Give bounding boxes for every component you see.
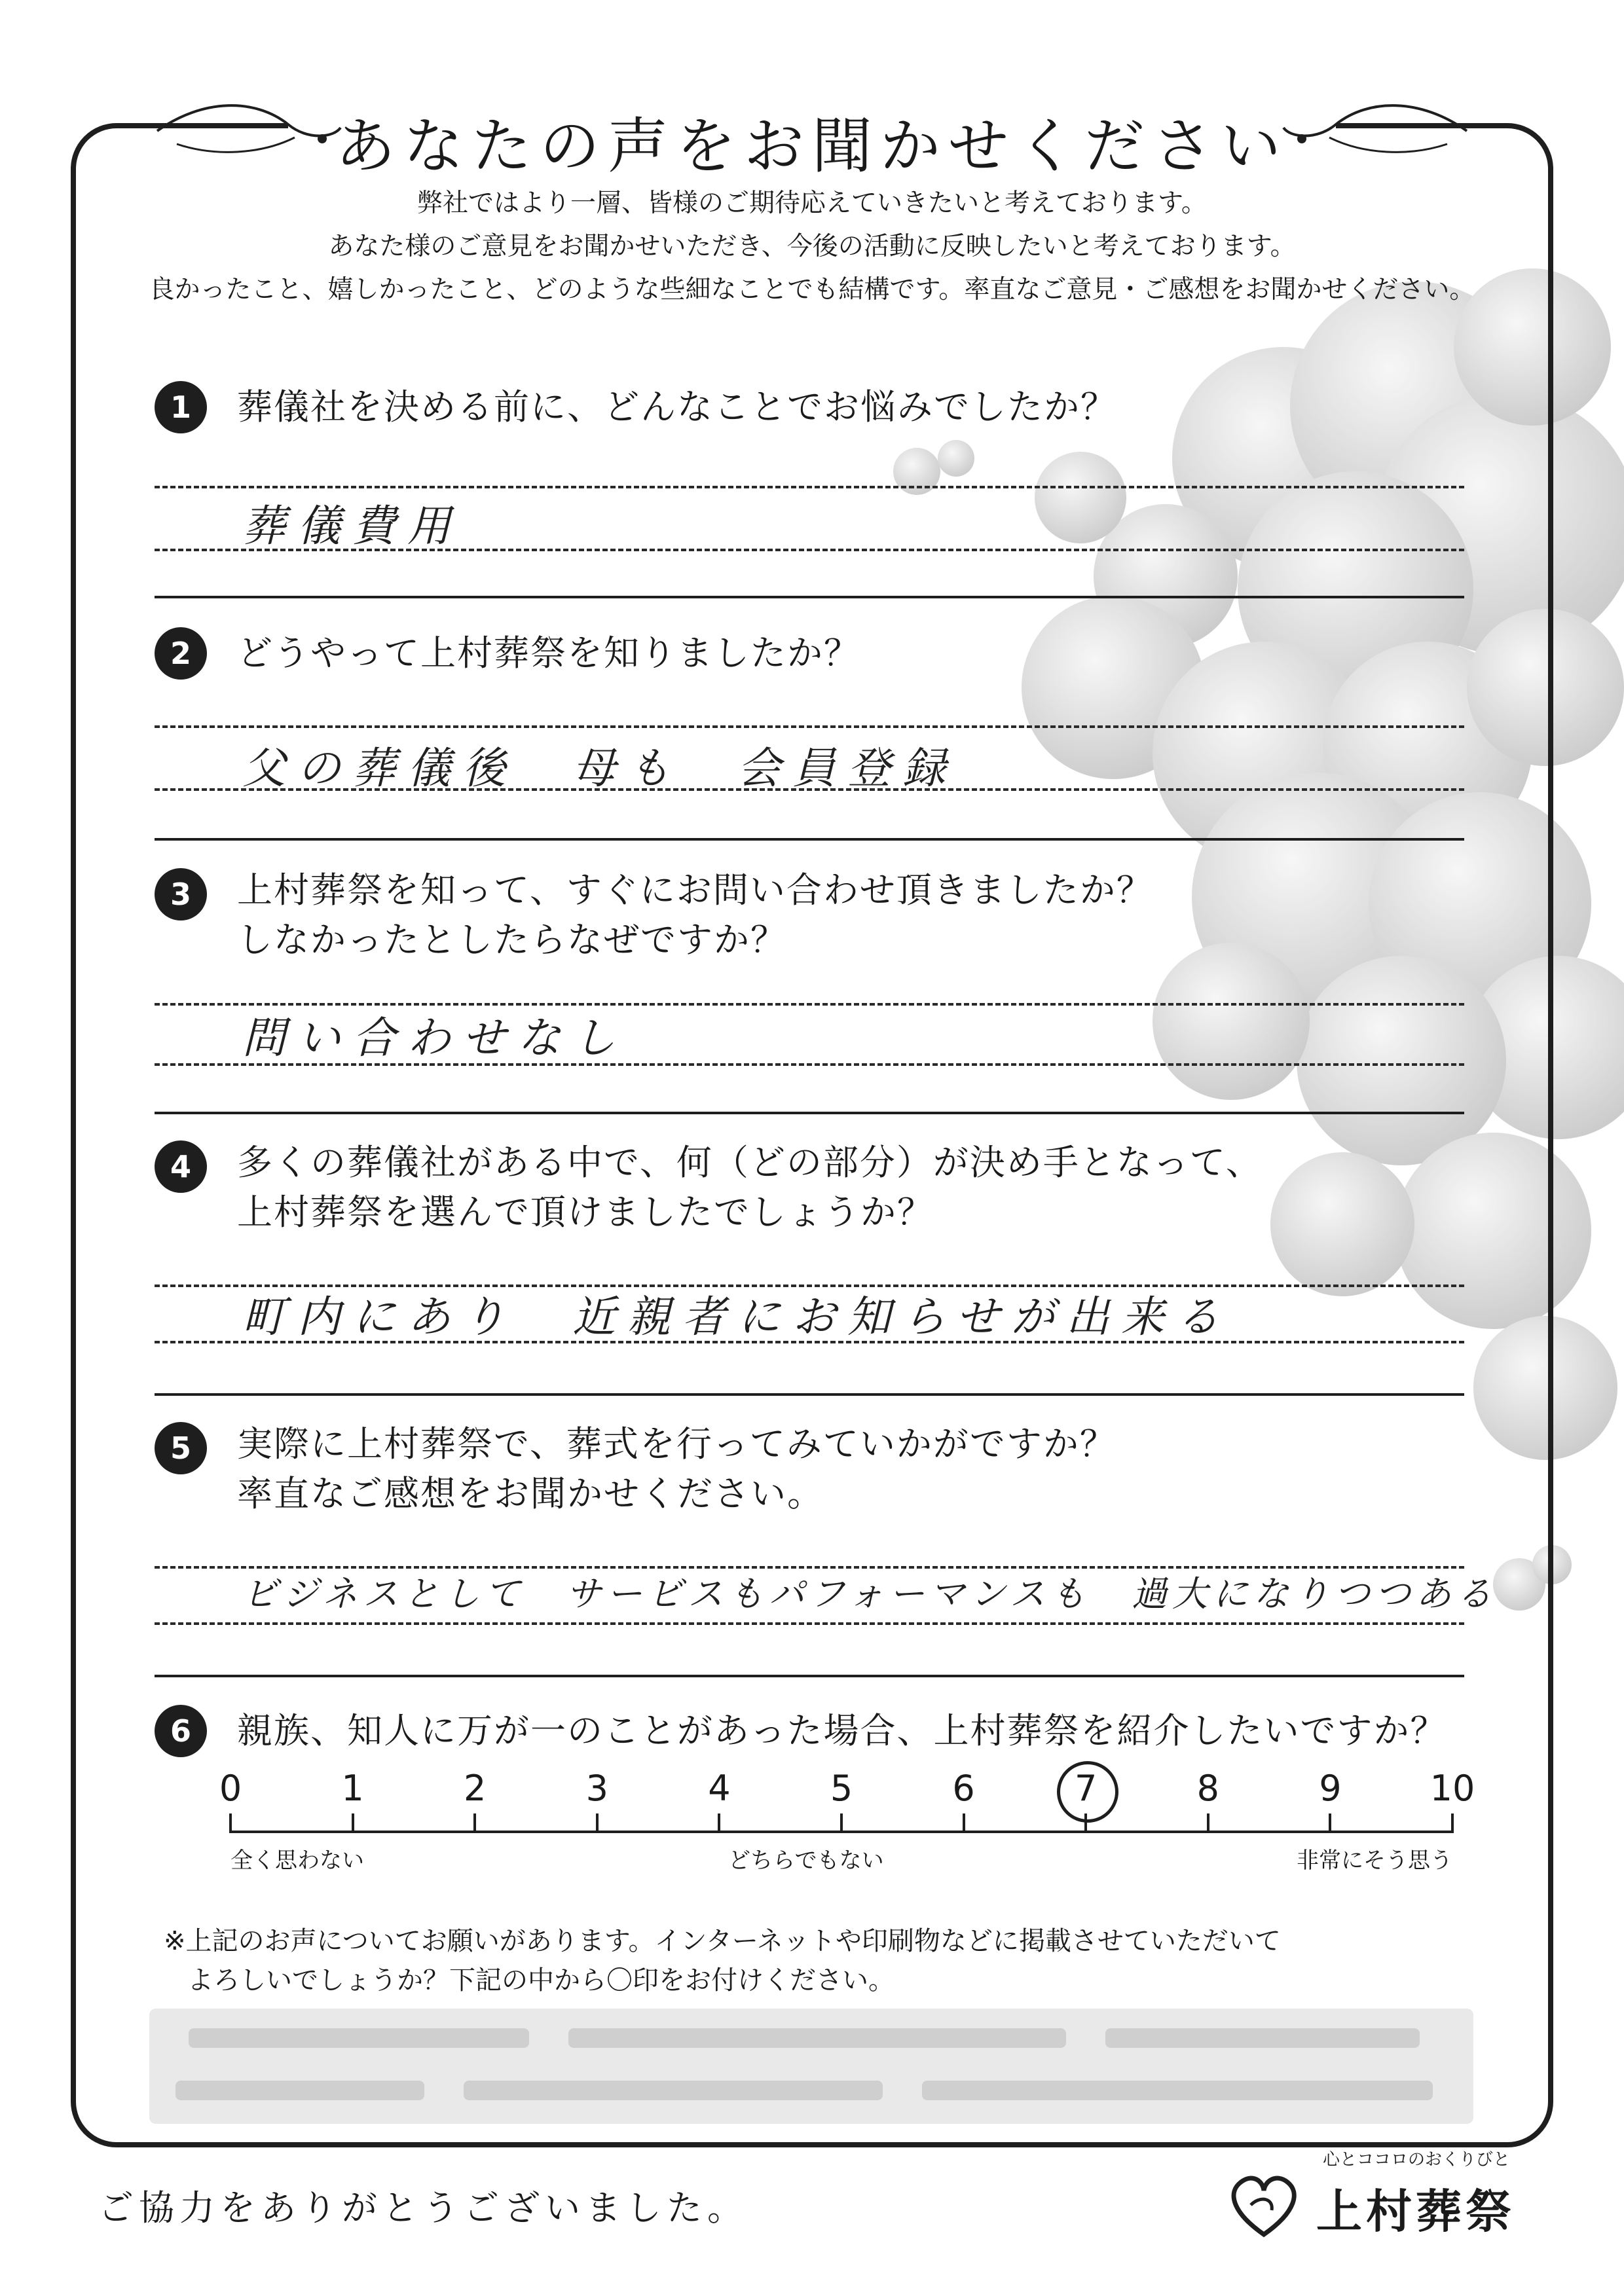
- scale-number[interactable]: 0: [219, 1768, 242, 1809]
- thanks-message: ご協力をありがとうございました。: [98, 2187, 748, 2229]
- answer-guide-line: [155, 1341, 1464, 1343]
- question-number: 3: [155, 868, 207, 920]
- section-divider: [155, 838, 1464, 841]
- redacted-bar: [1105, 2028, 1420, 2048]
- question-text: [237, 1138, 1263, 1237]
- question-line: 率直なご感想をお聞かせください。: [237, 1473, 824, 1514]
- note-line: よろしいでしょうか？下記の中から〇印をお付けください。: [187, 1965, 895, 1995]
- scale-number[interactable]: 10: [1430, 1768, 1475, 1809]
- section-divider: [155, 1393, 1464, 1396]
- redacted-bar: [922, 2081, 1433, 2100]
- question-text: 親族、知人に万が一のことがあった場合、上村葬祭を紹介したいですか？: [237, 1710, 1447, 1751]
- logo-name: 上村葬祭: [1316, 2185, 1515, 2238]
- scale-label-low: 全く思わない: [231, 1848, 364, 1874]
- scale-tick: [1207, 1813, 1209, 1833]
- question-number: 2: [155, 627, 207, 680]
- scale-label-high: 非常にそう思う: [1297, 1848, 1452, 1874]
- scale-number[interactable]: 9: [1319, 1768, 1342, 1809]
- question-line: 上村葬祭を知って、すぐにお問い合わせ頂きましたか？: [237, 869, 1153, 911]
- intro-line: あなた様のご意見をお聞かせいただき、今後の活動に反映したいと考えております。: [328, 232, 1296, 261]
- page-title: あなたの声をお聞かせください: [335, 111, 1289, 181]
- question-number: 4: [155, 1140, 207, 1193]
- redacted-bar: [568, 2028, 1066, 2048]
- answer-guide-line: [155, 725, 1464, 728]
- question-text: どうやって上村葬祭を知りましたか？: [237, 632, 860, 674]
- answer-guide-line: [155, 1622, 1464, 1625]
- question-line: 上村葬祭を選んで頂けましたでしょうか？: [237, 1192, 934, 1233]
- answer-guide-line: [155, 549, 1464, 551]
- heart-logo-icon: [1225, 2166, 1303, 2244]
- handwritten-answer: ビジネスとして サービスもパフォーマンスも 過大になりつつある: [242, 1573, 1498, 1614]
- scale-number[interactable]: 6: [952, 1768, 975, 1809]
- question-text: 葬儀社を決める前に、どんなことでお悩みでしたか？: [237, 386, 1117, 428]
- logo-tagline: 心とココロのおくりびと: [1323, 2150, 1511, 2170]
- question-number: 1: [155, 381, 207, 433]
- question-text: [237, 1419, 1116, 1519]
- consent-note: [164, 1922, 1281, 2000]
- redacted-bar: [189, 2028, 529, 2048]
- intro-line: 良かったこと、嬉しかったこと、どのような些細なことでも結構です。率直なご意見・ご感想をお聞かせください。: [149, 275, 1475, 304]
- scale-tick: [1329, 1813, 1331, 1833]
- company-logo: [1225, 2146, 1532, 2251]
- handwritten-answer: 葬儀費用: [242, 501, 462, 551]
- scale-number[interactable]: 1: [341, 1768, 364, 1809]
- scale-number[interactable]: 5: [830, 1768, 853, 1809]
- section-divider: [155, 1112, 1464, 1114]
- question-line: 実際に上村葬祭で、葬式を行ってみていかがですか？: [237, 1423, 1116, 1465]
- scale-number[interactable]: 4: [708, 1768, 731, 1809]
- scale-tick: [963, 1813, 965, 1833]
- redacted-bar: [175, 2081, 424, 2100]
- question-text: [237, 866, 1153, 965]
- redacted-bar: [464, 2081, 883, 2100]
- handwritten-answer: 父の葬儀後 母も 会員登録: [242, 743, 957, 793]
- scale-number[interactable]: 7: [1075, 1768, 1098, 1809]
- selected-rating-circle: [1057, 1761, 1118, 1823]
- scale-tick: [352, 1813, 354, 1833]
- intro-line: 弊社ではより一層、皆様のご期待応えていきたいと考えております。: [417, 189, 1207, 218]
- answer-guide-line: [155, 1063, 1464, 1066]
- scale-tick: [840, 1813, 843, 1833]
- scale-tick: [596, 1813, 599, 1833]
- scale-number[interactable]: 8: [1196, 1768, 1219, 1809]
- note-line: ※上記のお声についてお願いがあります。インターネットや印刷物などに掲載させていただいて: [164, 1926, 1281, 1956]
- answer-guide-line: [155, 788, 1464, 791]
- scale-tick: [473, 1813, 476, 1833]
- scale-number[interactable]: 3: [585, 1768, 608, 1809]
- redacted-consent-options: [149, 2009, 1473, 2124]
- handwritten-answer: 町内にあり 近親者にお知らせが出来る: [242, 1292, 1232, 1342]
- question-line: しなかったとしたらなぜですか？: [237, 919, 787, 960]
- answer-guide-line: [155, 486, 1464, 488]
- section-divider: [155, 1675, 1464, 1677]
- scale-tick: [229, 1813, 232, 1833]
- scale-label-mid: どちらでもない: [728, 1848, 884, 1874]
- handwritten-answer: 問い合わせなし: [242, 1013, 627, 1063]
- section-divider: [155, 596, 1464, 598]
- question-number: 6: [155, 1705, 207, 1757]
- question-line: 多くの葬儀社がある中で、何（どの部分）が決め手となって、: [237, 1142, 1263, 1183]
- scale-tick: [718, 1813, 720, 1833]
- question-number: 5: [155, 1422, 207, 1474]
- scale-number[interactable]: 2: [464, 1768, 487, 1809]
- intro-text: [105, 182, 1519, 312]
- scale-tick: [1451, 1813, 1454, 1833]
